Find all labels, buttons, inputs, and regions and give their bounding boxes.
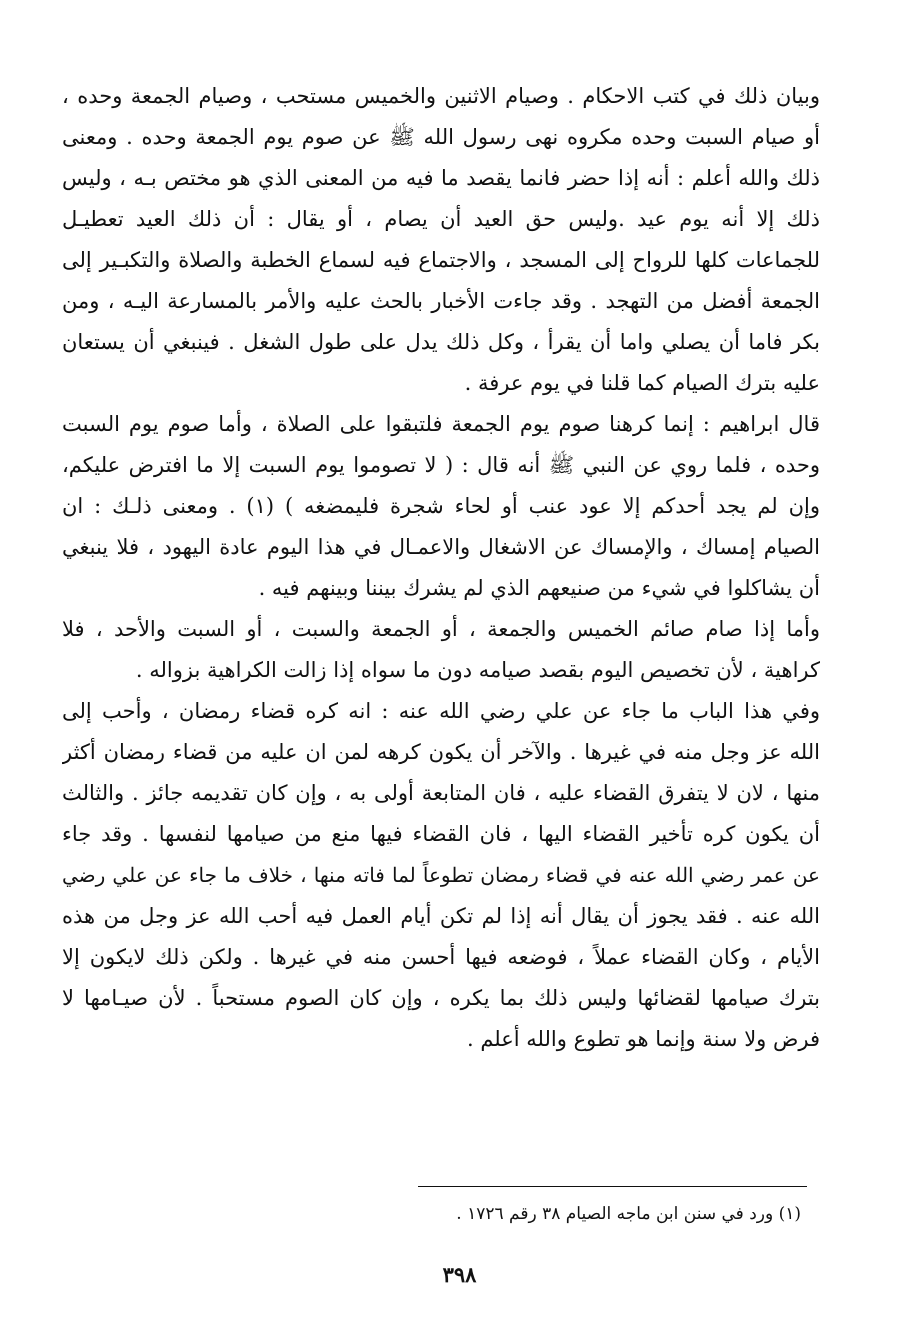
text-line: وبيان ذلك في كتب الاحكام . وصيام الاثنين والخميس مستحب ، وصيام الجمعة وحده ، [62,84,820,108]
text-line: الله عز وجل منه في غيرها . والآخر أن يكون كرهه لمن ان عليه من قضاء رمضان أكثر [62,740,820,764]
text-line: وأما إذا صام صائم الخميس والجمعة ، أو الجمعة والسبت ، أو السبت والأحد ، فلا [62,617,820,641]
page-number: ٣٩٨ [442,1262,477,1287]
text-line: الجمعة أفضل من التهجد . وقد جاءت الأخبار بالحث عليه والأمر بالمسارعة اليـه ، ومن [62,289,820,313]
text-line: بترك صيامها لقضائها وليس ذلك بما يكره ، وإن كان الصوم مستحباً . لأن صيـامها لا [62,986,820,1010]
text-line: منها ، لان لا يتفرق القضاء عليه ، فان المتابعة أولى به ، وإن كان تقديمه جائز . والثالث [62,781,820,805]
text-line: وإن لم يجد أحدكم إلا عود عنب أو لحاء شجرة فليمضغه ) (١) . ومعنى ذلـك : ان [62,494,820,518]
text-line: بكر فاما أن يصلي واما أن يقرأ ، وكل ذلك يدل على طول الشغل . فينبغي أن يستعان [62,330,820,354]
text-line: ذلك والله أعلم : أنه إذا حضر فانما يقصد ما فيه من المعنى الذي هو مختص بـه ، وليس [62,166,820,190]
text-line: عن عمر رضي الله عنه في قضاء رمضان تطوعاً لما فاته منها ، خلاف ما جاء عن علي رضي [62,863,820,887]
text-line: للجماعات كلها للرواح إلى المسجد ، والاجتماع فيه لسماع الخطبة والصلاة والتكبـير إلى [62,248,820,272]
footnote-divider [418,1186,807,1187]
text-line: وفي هذا الباب ما جاء عن علي رضي الله عنه : انه كره قضاء رمضان ، وأحب إلى [62,699,820,723]
text-line: الصيام إمساك ، والإمساك عن الاشغال والاعمـال في هذا اليوم عادة اليهود ، فلا ينبغي [62,535,820,559]
page-body [62,76,820,1060]
text-line: أن يكون كره تأخير القضاء اليها ، فان القضاء فيها منع من صيامها لنفسها . وقد جاء [62,822,820,846]
text-line: ذلك إلا أنه يوم عيد .وليس حق العيد أن يصام ، أو يقال : أن ذلك العيد تعطيـل [62,207,820,231]
text-line: الأيام ، وكان القضاء عملاً ، فوضعه فيها أحسن منه في غيرها . ولكن ذلك لايكون إلا [62,945,820,969]
text-line: أو صيام السبت وحده مكروه نهى رسول الله ﷺ عن صوم يوم الجمعة وحده . ومعنى [62,125,820,149]
text-line: وحده ، فلما روي عن النبي ﷺ أنه قال : ( لا تصوموا يوم السبت إلا ما افترض عليكم، [62,453,820,477]
text-line: قال ابراهيم : إنما كرهنا صوم يوم الجمعة فلتبقوا على الصلاة ، وأما صوم يوم السبت [62,412,820,436]
text-line: أن يشاكلوا في شيء من صنيعهم الذي لم يشرك بيننا وبينهم فيه . [258,576,820,600]
footnote: (١) ورد في سنن ابن ماجه الصيام ٣٨ رقم ١٧٢٦ . [456,1204,801,1224]
text-line: عليه بترك الصيام كما قلنا في يوم عرفة . [464,371,820,395]
text-line: كراهية ، لأن تخصيص اليوم بقصد صيامه دون ما سواه إذا زالت الكراهية بزواله . [135,658,820,682]
text-line: فرض ولا سنة وإنما هو تطوع والله أعلم . [466,1027,820,1051]
text-line: الله عنه . فقد يجوز أن يقال أنه إذا لم تكن أيام العمل فيه أحب الله عز وجل من هذه [62,904,820,928]
